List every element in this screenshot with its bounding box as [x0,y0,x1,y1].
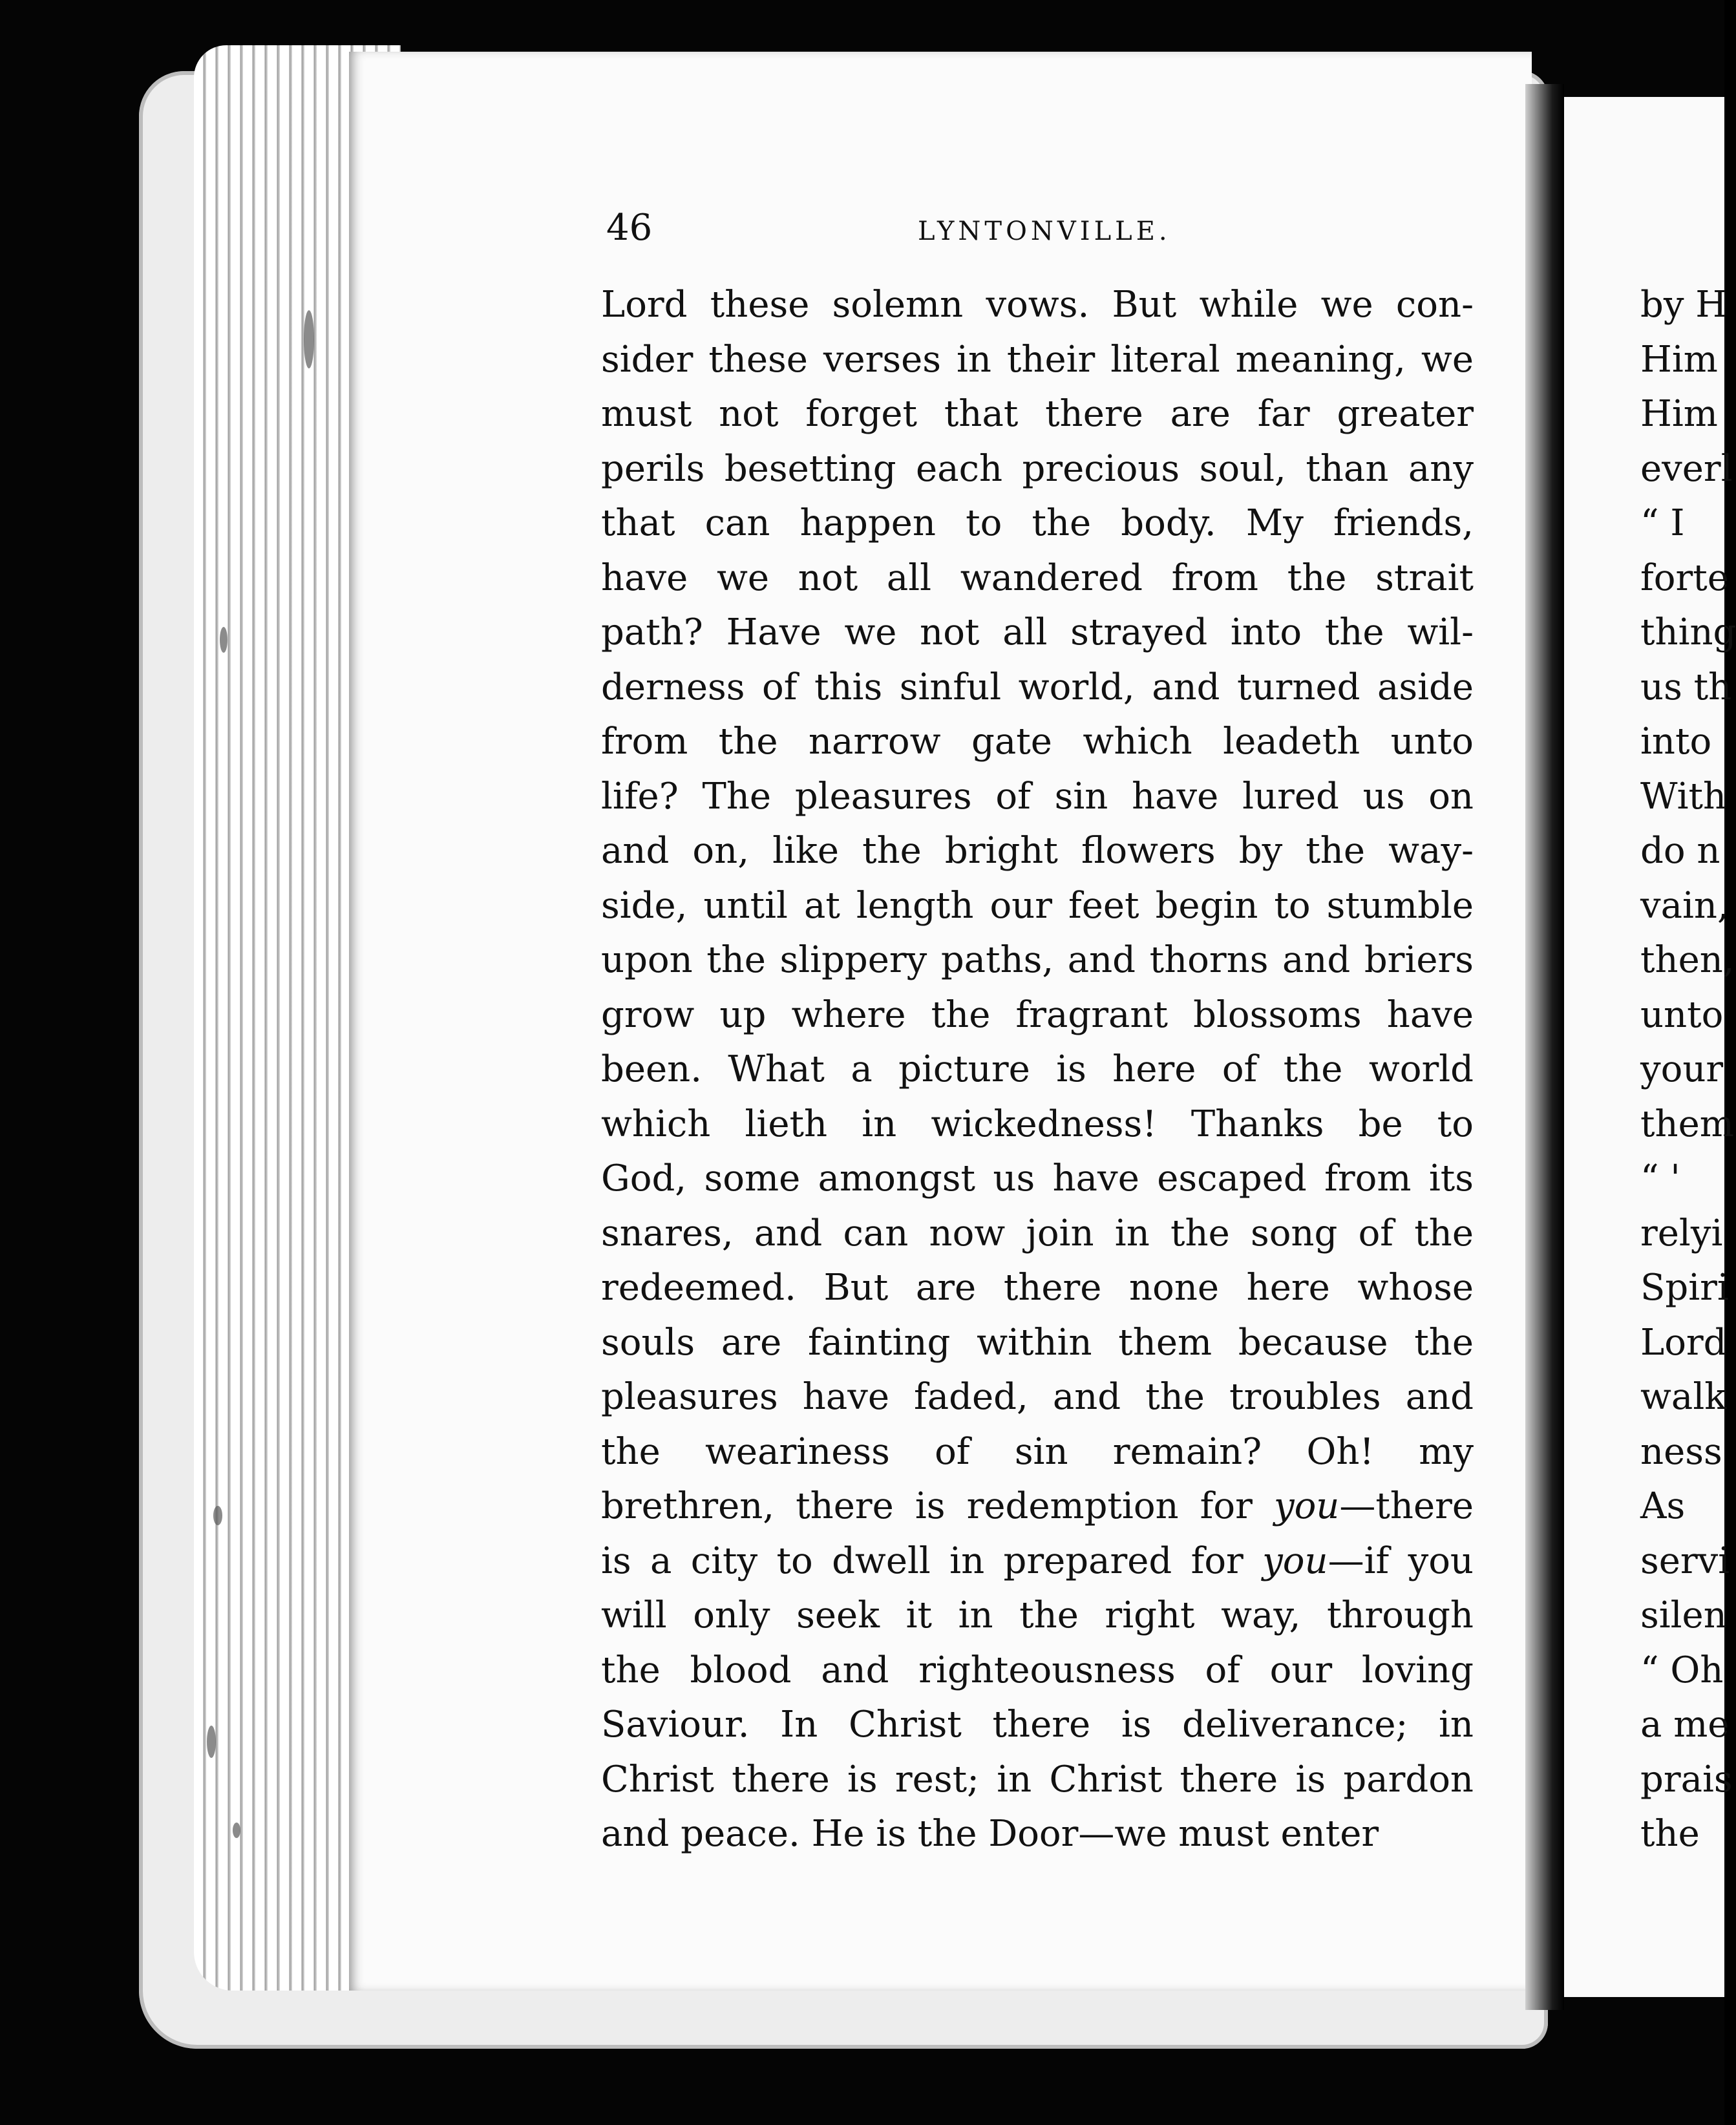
right-page-line: relyi [1640,1212,1723,1254]
text-line: path? Have we not all strayed into the wil- [601,611,1474,653]
right-page-line: thing [1640,611,1736,653]
right-page-line: them [1640,1103,1734,1145]
body-text [601,278,1474,1862]
right-page-line: into [1640,721,1712,763]
text-line: grow up where the fragrant blossoms have [601,993,1474,1036]
text-line: Saviour. In Christ there is deliverance; in [601,1704,1474,1746]
running-title: LYNTONVILLE. [918,217,1171,246]
text-line: will only seek it in the right way, through [601,1594,1474,1636]
text-line: the weariness of sin remain? Oh! my [601,1430,1474,1473]
right-page-line: unto [1640,993,1724,1036]
text-line: God, some amongst us have escaped from its [601,1158,1474,1200]
right-page-line: Him [1640,393,1718,435]
right-page-line: Him [1640,338,1718,381]
text-line: been. What a picture is here of the world [601,1048,1474,1090]
right-page-line: your [1640,1048,1724,1090]
text-line: souls are fainting within them because the [601,1321,1474,1364]
right-page-line: us th [1640,666,1732,708]
text-line: pleasures have faded, and the troubles and [601,1376,1474,1418]
right-page-line: then, [1640,939,1735,981]
text-line: and peace. He is the Door—we must enter [601,1813,1379,1855]
text-line: derness of this sinful world, and turned aside [601,666,1474,708]
text-line: perils besetting each precious soul, than any [601,447,1474,490]
text-line: Christ there is rest; in Christ there is pardon [601,1758,1474,1801]
text-line: Lord these solemn vows. But while we con- [601,284,1474,326]
right-page-line: do n [1640,830,1720,872]
right-page-line: vain, [1640,884,1729,927]
text-line: is a city to dwell in prepared for you—if you [601,1539,1474,1582]
right-page-line: As [1640,1485,1686,1527]
text-line: upon the slippery paths, and thorns and briers [601,939,1474,981]
text-line: the blood and righteousness of our loving [601,1649,1474,1691]
right-page-line: silen [1640,1594,1727,1636]
text-line: which lieth in wickedness! Thanks be to [601,1103,1474,1145]
right-page-line: “ Oh [1640,1649,1724,1691]
right-page-line: a me [1640,1704,1730,1746]
book-gutter [1525,84,1564,2010]
right-page-line: Spiri [1640,1267,1729,1309]
right-page-line: everl [1640,447,1733,490]
edge-stain [213,1506,222,1525]
text-line: life? The pleasures of sin have lured us on [601,775,1474,818]
right-page-line: With [1640,775,1727,818]
edge-stain [304,310,314,368]
text-line: from the narrow gate which leadeth unto [601,721,1474,763]
right-page-line: walk [1640,1376,1727,1418]
right-page-line: Lord [1640,1321,1727,1364]
right-page-line: prais [1640,1758,1733,1801]
text-line: that can happen to the body. My friends, [601,502,1474,544]
page-number: 46 [606,207,653,249]
text-line: sider these verses in their literal meaning, we [601,338,1474,381]
right-page-line: “ I [1640,502,1685,544]
text-line: have we not all wandered from the strait [601,556,1474,599]
edge-stain [220,627,228,653]
right-page-line: “ ' [1640,1158,1680,1200]
text-line: redeemed. But are there none here whose [601,1267,1474,1309]
text-line: snares, and can now join in the song of the [601,1212,1474,1254]
right-page-text [1640,278,1736,1862]
right-page-line: by H [1640,284,1728,326]
text-line: must not forget that there are far greater [601,393,1474,435]
text-line: and on, like the bright flowers by the way- [601,830,1474,872]
right-page-line: the [1640,1813,1700,1855]
right-page-line: servi [1640,1539,1730,1582]
edge-stain [207,1726,216,1758]
right-page-line: forte [1640,556,1729,599]
right-page-line: ness [1640,1430,1722,1473]
edge-stain [233,1823,240,1838]
text-line: brethren, there is redemption for you—there [601,1485,1474,1527]
text-line: side, until at length our feet begin to stumble [601,884,1474,927]
